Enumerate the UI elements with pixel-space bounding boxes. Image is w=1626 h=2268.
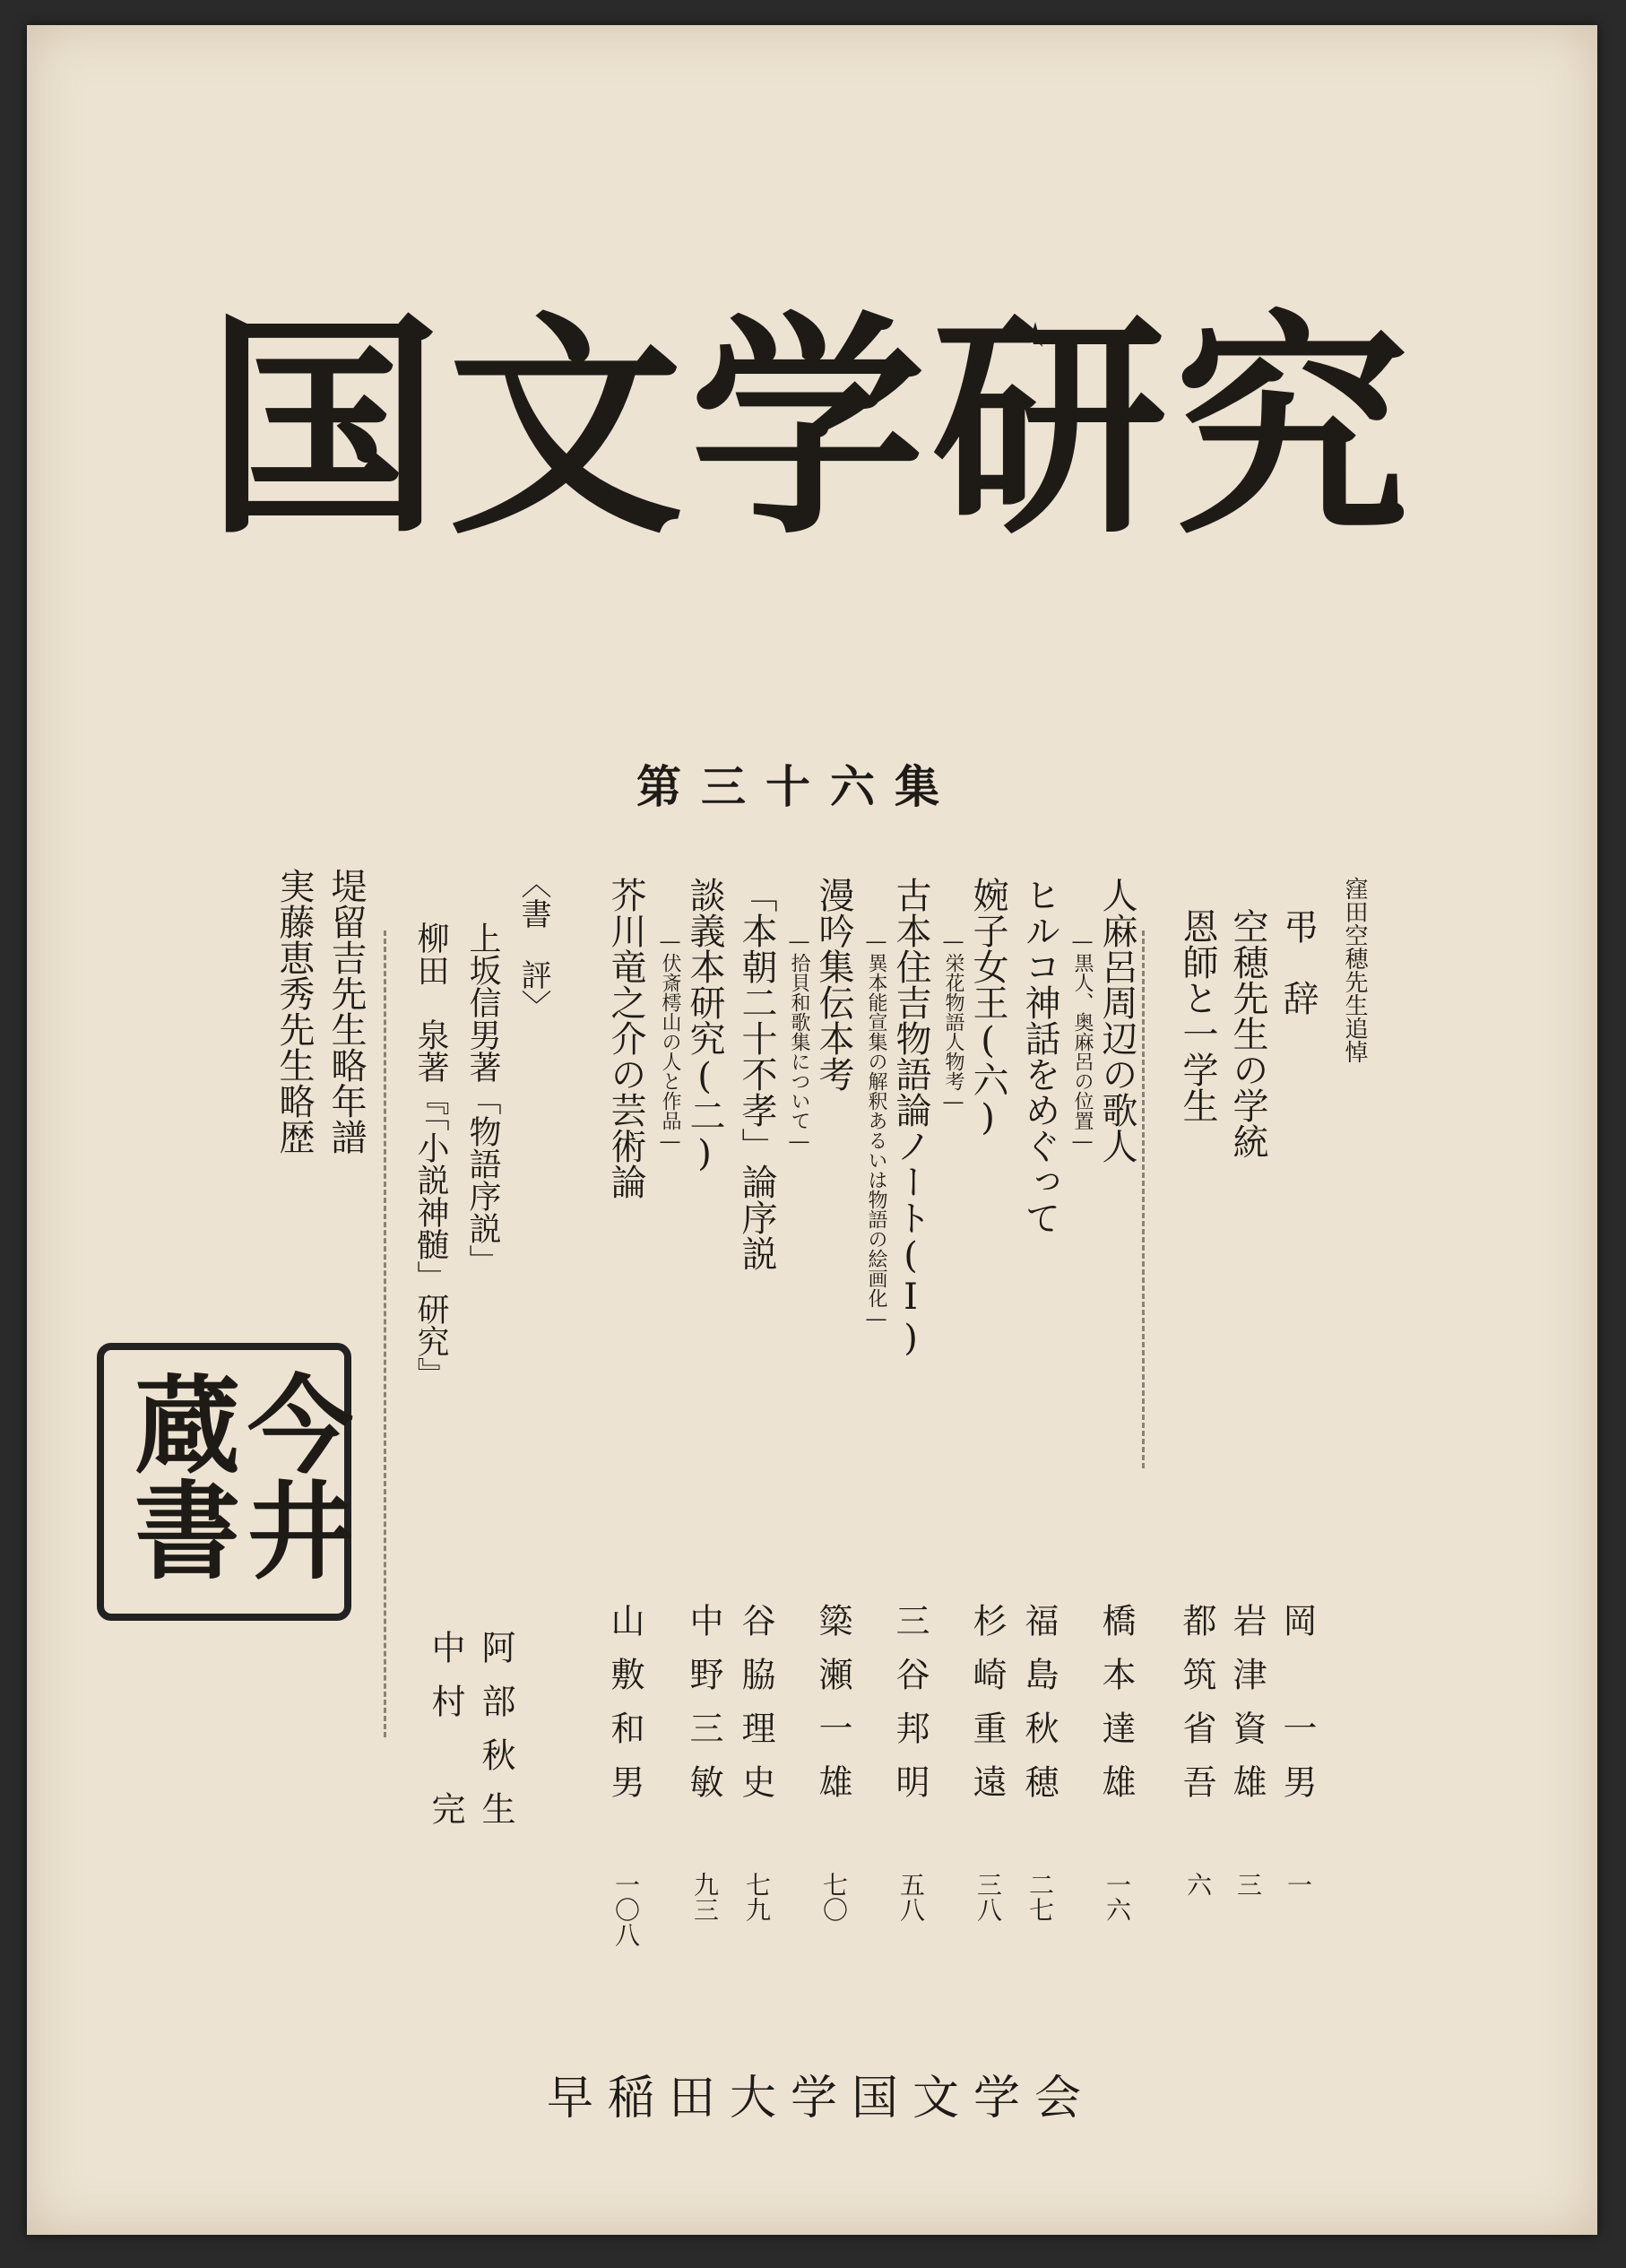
page-number: 三: [1233, 1872, 1263, 1897]
article-title: 古本住吉物語論ノート(I): [890, 877, 931, 1359]
page-number: 九三: [690, 1872, 720, 1922]
article-title: 婉子女王(六): [967, 877, 1008, 1138]
author-name: 杉崎重遠: [967, 1603, 1007, 1818]
author-name: 都筑省吾: [1177, 1603, 1216, 1818]
review-author: 阿部秋生: [476, 1630, 515, 1845]
memorial-item: 空穂先生の学統: [1227, 908, 1268, 1159]
article-title: 談義本研究(二): [684, 877, 725, 1174]
author-name: 中野三敏: [684, 1603, 723, 1818]
page-number: 七九: [742, 1872, 772, 1922]
article-title: 「本朝二十不孝」論序説: [736, 877, 777, 1271]
chronology-item: 堤留吉先生略年譜: [325, 868, 367, 1155]
review-heading: 〈書 評〉: [515, 868, 551, 1020]
article-subtitle: ―拾貝和歌集について―: [788, 931, 810, 1153]
article-subtitle: ―伏斎樗山の人と作品―: [659, 931, 681, 1153]
page-number: 七〇: [819, 1872, 849, 1922]
page-number: 一〇八: [611, 1872, 641, 1947]
page-number: 二七: [1025, 1872, 1055, 1922]
memorial-item: 恩師と一学生: [1177, 908, 1218, 1123]
article-title: ヒルコ神話をめぐって: [1019, 877, 1060, 1235]
article-title: 人麻呂周辺の歌人: [1096, 877, 1137, 1164]
memorial-item: 弔 辞: [1277, 908, 1319, 1016]
seal-text: 今井: [229, 1370, 353, 1581]
review-author: 中村 完: [426, 1630, 465, 1845]
journal-cover: [27, 25, 1597, 2235]
article-title: 漫吟集伝本考: [813, 877, 854, 1092]
article-title: 芥川竜之介の芸術論: [605, 877, 646, 1199]
author-name: 簗瀬一雄: [813, 1603, 852, 1818]
page-number: 三八: [973, 1872, 1003, 1922]
publisher-name: 早稲田大学国文学会: [547, 2072, 1096, 2125]
author-name: 三谷邦明: [890, 1603, 930, 1818]
author-name: 岩津資雄: [1227, 1603, 1267, 1818]
author-name: 岡 一男: [1277, 1603, 1317, 1818]
volume-number: 第三十六集: [636, 761, 959, 813]
ownership-seal: [97, 1343, 351, 1621]
author-name: 橋本達雄: [1096, 1603, 1136, 1818]
page-number: 五八: [896, 1872, 926, 1922]
memorial-heading: 窪田空穂先生追悼: [1341, 877, 1368, 1063]
page-number: 一六: [1103, 1872, 1132, 1922]
article-subtitle: ―異本能宣集の解釈あるいは物語の絵画化―: [865, 931, 887, 1330]
page-number: 六: [1183, 1872, 1213, 1897]
chronology-item: 実藤恵秀先生略歴: [273, 868, 315, 1155]
article-subtitle: ―栄花物語人物考―: [942, 931, 964, 1113]
seal-text: 蔵書: [117, 1370, 240, 1581]
page-number: 一: [1284, 1872, 1313, 1897]
author-name: 谷脇理史: [736, 1603, 775, 1818]
review-item: 上坂信男著「物語序説」: [464, 922, 501, 1277]
toc-divider: [384, 931, 386, 1737]
article-subtitle: ―黒人、奥麻呂の位置―: [1071, 931, 1094, 1153]
author-name: 山敷和男: [605, 1603, 644, 1818]
review-item: 柳田 泉著『「小説神髄」研究』: [412, 922, 449, 1389]
journal-title: 国文学研究: [206, 292, 1416, 566]
toc-divider: [1142, 931, 1145, 1468]
author-name: 福島秋穂: [1019, 1603, 1059, 1818]
